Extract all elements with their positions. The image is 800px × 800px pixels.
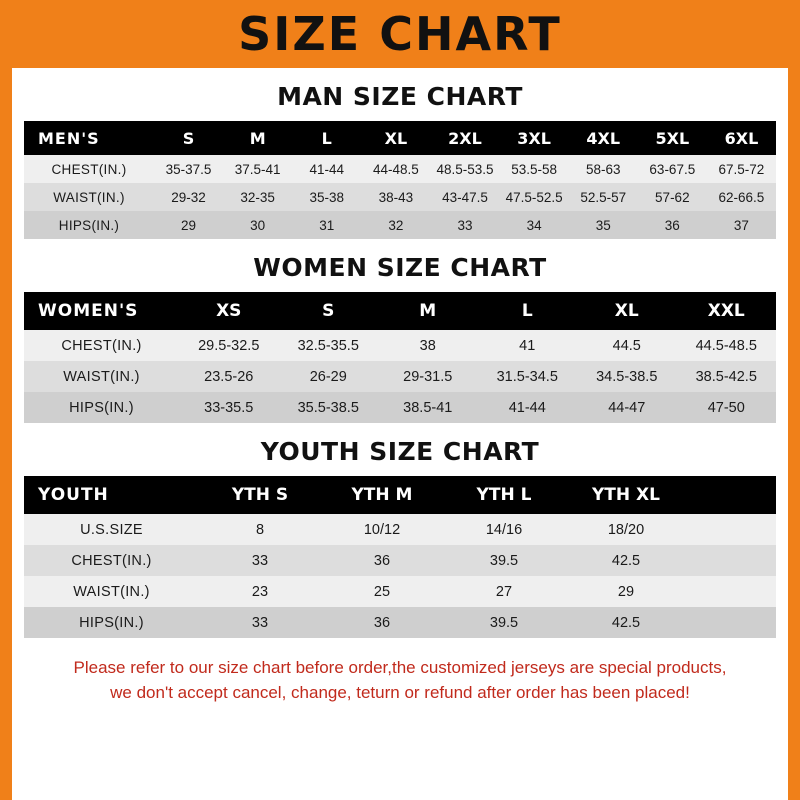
cell: 39.5 (443, 607, 565, 638)
column-header: WOMEN'S (24, 292, 179, 330)
cell: 23.5-26 (179, 361, 279, 392)
column-header: M (223, 121, 292, 155)
cell: 32-35 (223, 183, 292, 211)
table-row (24, 155, 776, 183)
table-row (24, 514, 776, 545)
cell: 44-48.5 (361, 155, 430, 183)
table-header-row (24, 476, 776, 514)
column-header: YTH L (443, 476, 565, 514)
page-title: SIZE CHART (238, 7, 562, 61)
youth-section (12, 437, 788, 638)
cell: 35-37.5 (154, 155, 223, 183)
column-header: M (378, 292, 478, 330)
column-header: L (292, 121, 361, 155)
table-row (24, 361, 776, 392)
cell: 44.5-48.5 (677, 330, 777, 361)
row-label: WAIST(IN.) (24, 576, 199, 607)
column-header: XXL (677, 292, 777, 330)
cell: 34.5-38.5 (577, 361, 677, 392)
column-header: XS (179, 292, 279, 330)
column-header: YTH M (321, 476, 443, 514)
table-header-row (24, 121, 776, 155)
column-header: 4XL (569, 121, 638, 155)
cell: 25 (321, 576, 443, 607)
cell: 41-44 (292, 155, 361, 183)
cell: 29 (154, 211, 223, 239)
column-header: MEN'S (24, 121, 154, 155)
youth-section-title: YOUTH SIZE CHART (260, 437, 540, 466)
page-banner (0, 0, 800, 68)
cell: 42.5 (565, 545, 687, 576)
cell: 44-47 (577, 392, 677, 423)
cell: 67.5-72 (707, 155, 776, 183)
row-label: HIPS(IN.) (24, 392, 179, 423)
men-section-title: MAN SIZE CHART (277, 82, 523, 111)
cell: 43-47.5 (430, 183, 499, 211)
cell: 35-38 (292, 183, 361, 211)
cell: 62-66.5 (707, 183, 776, 211)
cell: 41 (478, 330, 578, 361)
row-label: U.S.SIZE (24, 514, 199, 545)
cell: 29-31.5 (378, 361, 478, 392)
row-label: WAIST(IN.) (24, 183, 154, 211)
cell: 34 (500, 211, 569, 239)
column-header: YOUTH (24, 476, 199, 514)
cell: 38.5-42.5 (677, 361, 777, 392)
column-header: 2XL (430, 121, 499, 155)
column-header: L (478, 292, 578, 330)
column-header: YTH XL (565, 476, 687, 514)
cell: 38.5-41 (378, 392, 478, 423)
row-label: HIPS(IN.) (24, 211, 154, 239)
cell: 35 (569, 211, 638, 239)
women-section (12, 253, 788, 423)
cell: 42.5 (565, 607, 687, 638)
cell: 36 (321, 607, 443, 638)
cell: 58-63 (569, 155, 638, 183)
cell: 48.5-53.5 (430, 155, 499, 183)
cell: 32.5-35.5 (279, 330, 379, 361)
column-header: XL (361, 121, 430, 155)
cell: 37.5-41 (223, 155, 292, 183)
cell-spacer (687, 576, 776, 607)
women-size-table (24, 292, 776, 423)
cell: 33 (430, 211, 499, 239)
row-label: WAIST(IN.) (24, 361, 179, 392)
cell: 18/20 (565, 514, 687, 545)
youth-size-table (24, 476, 776, 638)
cell: 36 (638, 211, 707, 239)
column-header: YTH S (199, 476, 321, 514)
table-row (24, 330, 776, 361)
column-header: 5XL (638, 121, 707, 155)
cell: 29.5-32.5 (179, 330, 279, 361)
women-section-title: WOMEN SIZE CHART (253, 253, 547, 282)
men-size-table (24, 121, 776, 239)
footer-note (22, 656, 778, 705)
cell: 23 (199, 576, 321, 607)
cell: 33 (199, 607, 321, 638)
table-row (24, 211, 776, 239)
cell: 38 (378, 330, 478, 361)
column-header: XL (577, 292, 677, 330)
cell-spacer (687, 607, 776, 638)
cell: 29-32 (154, 183, 223, 211)
cell: 35.5-38.5 (279, 392, 379, 423)
cell: 10/12 (321, 514, 443, 545)
cell: 33-35.5 (179, 392, 279, 423)
row-label: CHEST(IN.) (24, 155, 154, 183)
table-row (24, 392, 776, 423)
cell: 31 (292, 211, 361, 239)
cell-spacer (687, 545, 776, 576)
row-label: CHEST(IN.) (24, 545, 199, 576)
cell: 57-62 (638, 183, 707, 211)
cell: 30 (223, 211, 292, 239)
table-header-row (24, 292, 776, 330)
table-row (24, 545, 776, 576)
cell: 33 (199, 545, 321, 576)
column-header: S (154, 121, 223, 155)
cell: 41-44 (478, 392, 578, 423)
cell: 14/16 (443, 514, 565, 545)
table-row (24, 607, 776, 638)
row-label: HIPS(IN.) (24, 607, 199, 638)
table-row (24, 576, 776, 607)
column-header: 3XL (500, 121, 569, 155)
row-label: CHEST(IN.) (24, 330, 179, 361)
cell-spacer (687, 514, 776, 545)
cell: 27 (443, 576, 565, 607)
cell: 63-67.5 (638, 155, 707, 183)
cell: 44.5 (577, 330, 677, 361)
cell: 52.5-57 (569, 183, 638, 211)
cell: 31.5-34.5 (478, 361, 578, 392)
cell: 36 (321, 545, 443, 576)
cell: 39.5 (443, 545, 565, 576)
footer-note-line-2: we don't accept cancel, change, teturn or refund after order has been placed! (110, 682, 690, 702)
cell: 32 (361, 211, 430, 239)
cell: 38-43 (361, 183, 430, 211)
table-row (24, 183, 776, 211)
cell: 37 (707, 211, 776, 239)
column-header: 6XL (707, 121, 776, 155)
content-area (0, 82, 800, 705)
column-header-spacer (687, 476, 776, 514)
footer-note-line-1: Please refer to our size chart before order,the customized jerseys are special products, (73, 658, 727, 677)
cell: 47-50 (677, 392, 777, 423)
column-header: S (279, 292, 379, 330)
men-section (12, 82, 788, 239)
cell: 47.5-52.5 (500, 183, 569, 211)
cell: 8 (199, 514, 321, 545)
cell: 26-29 (279, 361, 379, 392)
cell: 53.5-58 (500, 155, 569, 183)
cell: 29 (565, 576, 687, 607)
